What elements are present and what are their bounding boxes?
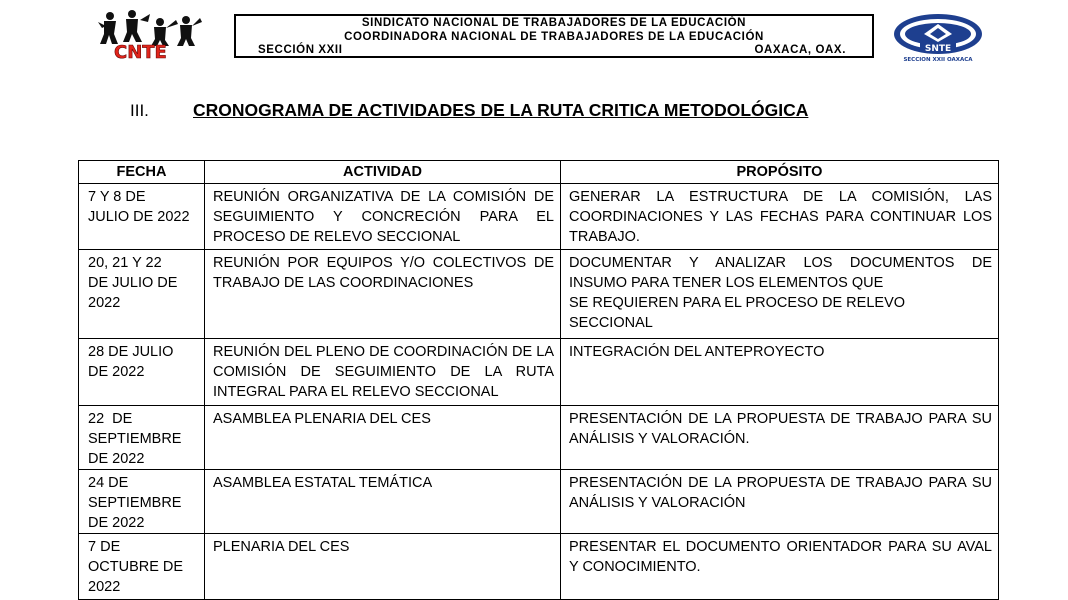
header-fecha: FECHA — [79, 161, 205, 184]
fecha-line: DE 2022 — [88, 364, 145, 380]
header-actividad: ACTIVIDAD — [205, 161, 561, 184]
proposito-line: INSUMO PARA TENER LOS ELEMENTOS QUE — [569, 275, 884, 291]
proposito-line: DOCUMENTAR Y ANALIZAR LOS DOCUMENTOS DE — [569, 255, 992, 271]
fecha-cell — [79, 534, 205, 600]
header-line-3 — [236, 44, 872, 57]
header-line-2: COORDINADORA NACIONAL DE TRABAJADORES DE LA EDUCACIÓN — [344, 31, 764, 43]
proposito-cell — [561, 250, 999, 339]
schedule-table — [78, 160, 999, 600]
fecha-cell — [79, 406, 205, 470]
proposito-cell: INTEGRACIÓN DEL ANTEPROYECTO — [561, 339, 999, 406]
table-row — [79, 250, 999, 339]
table-row — [79, 470, 999, 534]
actividad-cell: ASAMBLEA ESTATAL TEMÁTICA — [205, 470, 561, 534]
header-city: OAXACA, OAX. — [754, 44, 846, 56]
header-box — [234, 14, 874, 58]
actividad-cell: REUNIÓN DEL PLENO DE COORDINACIÓN DE LA COMISIÓN DE SEGUIMIENTO DE LA RUTA INTEGRAL PARA EL RELEVO SECCIONAL — [205, 339, 561, 406]
fecha-line: 2022 — [88, 295, 121, 311]
fecha-line: 2022 — [88, 579, 121, 595]
proposito-cell: PRESENTAR EL DOCUMENTO ORIENTADOR PARA SU AVAL Y CONOCIMIENTO. — [561, 534, 999, 600]
proposito-cell: GENERAR LA ESTRUCTURA DE LA COMISIÓN, LAS COORDINACIONES Y LAS FECHAS PARA CONTINUAR LOS TRABAJO. — [561, 184, 999, 250]
fecha-line: DE 2022 — [88, 515, 145, 531]
fecha-line: JULIO DE 2022 — [88, 209, 190, 225]
cnte-logo — [96, 8, 216, 62]
fecha-line: 22 DE — [88, 411, 133, 427]
section-title: CRONOGRAMA DE ACTIVIDADES DE LA RUTA CRITICA METODOLÓGICA — [193, 100, 809, 120]
fecha-line: DE JULIO DE — [88, 275, 178, 291]
fecha-cell — [79, 339, 205, 406]
table-header-row — [79, 161, 999, 184]
table-row — [79, 339, 999, 406]
cnte-logo-text: CNTE — [114, 42, 167, 62]
table-row — [79, 406, 999, 470]
proposito-line: SE REQUIEREN PARA EL PROCESO DE RELEVO — [569, 295, 906, 311]
fecha-line: 24 DE — [88, 475, 129, 491]
fecha-line: 28 DE JULIO — [88, 344, 174, 360]
actividad-cell: ASAMBLEA PLENARIA DEL CES — [205, 406, 561, 470]
fecha-cell — [79, 250, 205, 339]
snte-logo — [890, 12, 986, 64]
header-section: SECCIÓN XXII — [258, 44, 343, 56]
header-line-1: SINDICATO NACIONAL DE TRABAJADORES DE LA EDUCACIÓN — [361, 17, 747, 29]
fecha-line: SEPTIEMBRE — [88, 431, 182, 447]
actividad-cell: PLENARIA DEL CES — [205, 534, 561, 600]
actividad-cell — [205, 250, 561, 339]
snte-logo-text: SNTE — [924, 44, 952, 54]
actividad-line: TRABAJO DE LAS COORDINACIONES — [213, 275, 474, 291]
fecha-line: DE 2022 — [88, 451, 145, 467]
fecha-line: 7 DE — [88, 539, 121, 555]
proposito-cell: PRESENTACIÓN DE LA PROPUESTA DE TRABAJO PARA SU ANÁLISIS Y VALORACIÓN — [561, 470, 999, 534]
header-proposito: PROPÓSITO — [561, 161, 999, 184]
actividad-line: REUNIÓN POR EQUIPOS Y/O COLECTIVOS DE — [213, 255, 554, 271]
section-number: III. — [130, 101, 149, 120]
fecha-line: SEPTIEMBRE — [88, 495, 182, 511]
proposito-cell: PRESENTACIÓN DE LA PROPUESTA DE TRABAJO PARA SU ANÁLISIS Y VALORACIÓN. — [561, 406, 999, 470]
fecha-cell — [79, 470, 205, 534]
proposito-line: SECCIONAL — [569, 315, 653, 331]
table-row — [79, 184, 999, 250]
fecha-cell — [79, 184, 205, 250]
fecha-line: OCTUBRE DE — [88, 559, 184, 575]
fecha-line: 20, 21 Y 22 — [88, 255, 162, 271]
snte-logo-subtext: SECCION XXII OAXACA — [903, 57, 973, 63]
actividad-cell: REUNIÓN ORGANIZATIVA DE LA COMISIÓN DE SEGUIMIENTO Y CONCRECIÓN PARA EL PROCESO DE RELEVO SECCIONAL — [205, 184, 561, 250]
table-row — [79, 534, 999, 600]
fecha-line: 7 Y 8 DE — [88, 189, 146, 205]
